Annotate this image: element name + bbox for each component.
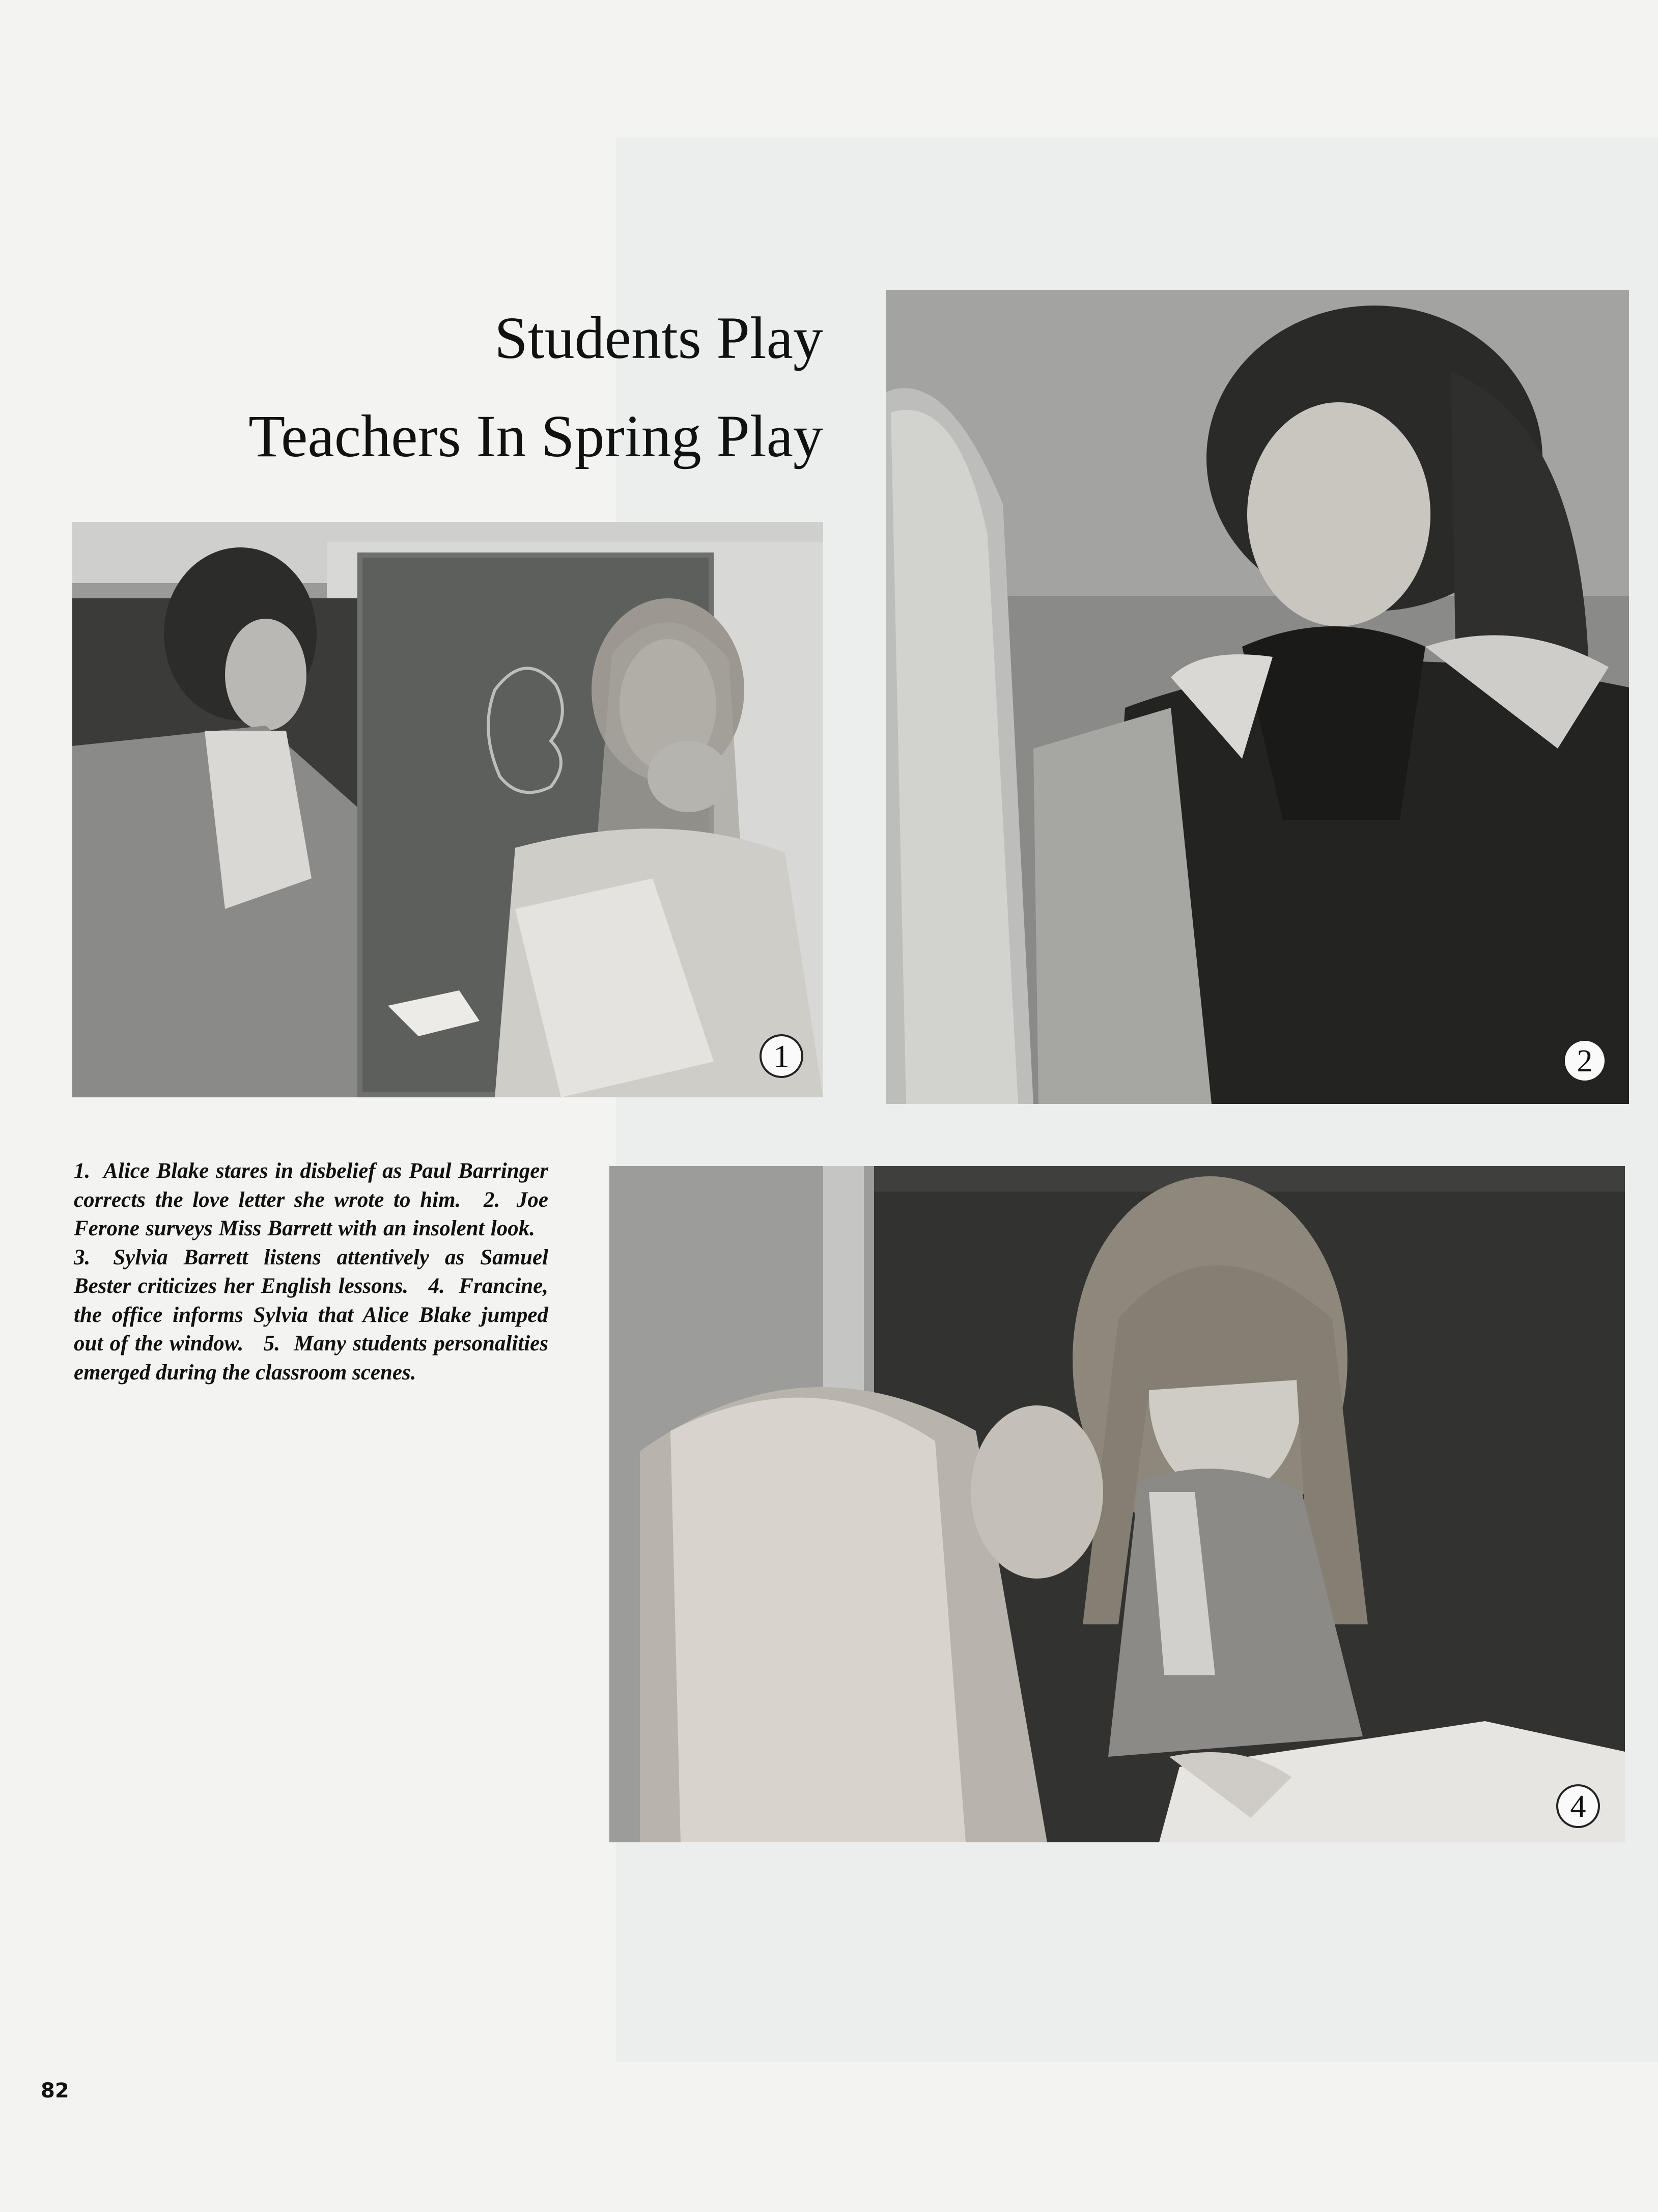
- photo-captions: [74, 1157, 548, 1387]
- photo-1-number-badge: 1: [760, 1034, 803, 1078]
- caption-4-number: 4.: [428, 1274, 445, 1298]
- photo-2-number-badge: 2: [1563, 1039, 1607, 1083]
- photo-2: [886, 290, 1629, 1104]
- page-number: 82: [41, 2079, 69, 2103]
- caption-1-number: 1.: [74, 1159, 91, 1183]
- photo-2-image: [886, 290, 1629, 1104]
- caption-3-text: Sylvia Barrett listens attentively as Samuel Bester criticizes her English lessons.: [74, 1245, 548, 1298]
- caption-5-text: Many students personalities emerged during the classroom scenes.: [74, 1332, 548, 1385]
- caption-3-number: 3.: [74, 1245, 91, 1269]
- caption-2-text: Joe Ferone surveys Miss Barrett with an insolent look.: [74, 1187, 549, 1240]
- caption-2-number: 2.: [483, 1187, 500, 1212]
- photo-4-image: [609, 1166, 1625, 1842]
- photo-4-number-badge: 4: [1556, 1784, 1600, 1828]
- caption-5-number: 5.: [263, 1332, 280, 1356]
- headline-line-1: Students Play: [494, 305, 823, 371]
- headline-line-2: Teachers In Spring Play: [248, 403, 823, 469]
- caption-1-text: Alice Blake stares in disbelief as Paul Barringer corrects the love letter she wrote to him.: [74, 1159, 549, 1212]
- photo-1: [72, 522, 823, 1097]
- photo-1-image: [72, 522, 823, 1097]
- photo-4: [609, 1166, 1625, 1842]
- caption-4-text: Francine, the office informs Sylvia that Alice Blake jumped out of the window.: [74, 1274, 549, 1356]
